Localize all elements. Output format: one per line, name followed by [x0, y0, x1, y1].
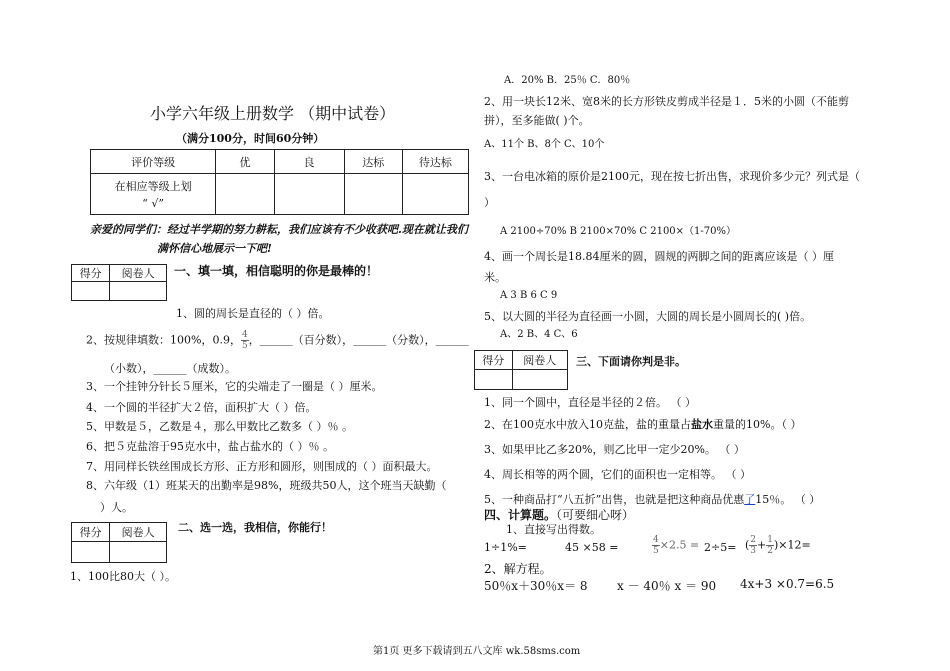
s1-q2-frac-num: 4: [241, 330, 248, 340]
s3-q5-link[interactable]: 了: [744, 493, 756, 506]
s1-q2-prefix: 2、按规律填数：100%，0.9，: [86, 333, 241, 347]
eval-header-good: 良: [274, 150, 344, 174]
s4-calc3-fraction: [652, 535, 660, 556]
s1-q8-line1: 8、六年级（1）班某天的出勤率是98%，班级共50人，这个班当天缺勤（: [86, 479, 447, 492]
s1-q2-line2: （小数），______（成数）。: [104, 362, 236, 375]
evaluation-table: [90, 149, 469, 215]
page-footer: 第1页 更多下载请到五八文库 wk.58sms.com: [373, 646, 581, 657]
s2-q3-line2: ）: [484, 196, 495, 209]
s4-calc3: [652, 535, 699, 556]
s4-calc4: 2÷5=: [704, 541, 737, 554]
s4-calc5-prefix: (: [745, 538, 750, 552]
s1-q2-fraction: [241, 330, 249, 351]
score-box-section1: [71, 264, 167, 301]
score-cell[interactable]: [475, 370, 513, 390]
s2-q4-line1: 4、画一个周长是18.84厘米的圆，圆规的两脚之间的距离应该是（ ）厘: [484, 250, 834, 263]
s3-q2-bold: 盐水: [691, 418, 713, 431]
s3-q3: 3、如果甲比乙多20%，则乙比甲一定少20%。 （ ）: [484, 443, 745, 456]
eval-row-label-line2: “ √”: [142, 197, 164, 210]
section1-title: 一、填一填，相信聪明的你是最棒的！: [174, 264, 379, 278]
eval-cell-pending[interactable]: [402, 174, 468, 215]
eval-cell-good[interactable]: [274, 174, 344, 215]
s4-calc5: [745, 535, 811, 556]
exam-subtitle: （满分100分，时间60分钟）: [176, 132, 325, 145]
s2-q3-line1: 3、一台电冰箱的原价是2100元，现在按七折出售，求现价多少元？列式是（: [484, 170, 860, 183]
s1-q7: 7、用同样长铁丝围成长方形、正方形和圆形，则围成的（ ）面积最大。: [86, 460, 438, 473]
grader-label: 阅卷人: [512, 351, 567, 370]
s2-q1: 1、100比80大（ ）。: [70, 570, 176, 583]
s4-calc2: 45 ×58 =: [565, 541, 619, 554]
greeting-line2: 满怀信心地展示一下吧!: [157, 242, 272, 255]
grader-label: 阅卷人: [110, 523, 167, 542]
s2-q3-options: A 2100÷70% B 2100×70% C 2100×（1-70%）: [500, 226, 737, 237]
eval-row-label-line1: 在相应等级上划: [114, 180, 192, 193]
s4-calc3-frac-den: 5: [653, 546, 659, 556]
s2-q2-options: A、11个 B、8个 C、10个: [484, 139, 605, 150]
s4-eq2: x － 40％ x ＝ 90: [617, 579, 717, 593]
s4-eq1: 50％x＋30％x＝ 8: [484, 579, 588, 593]
s2-q4-line2: 米。: [484, 271, 506, 284]
s1-q6: 6、把５克盐溶于95克水中，盐占盐水的（ ）％ 。: [86, 440, 334, 453]
s1-q2-frac-den: 5: [241, 341, 248, 351]
s4-calc5-suffix: )×12=: [773, 538, 811, 552]
score-cell[interactable]: [72, 282, 110, 301]
s2-q4-options: A 3 B 6 C 9: [500, 290, 558, 301]
s1-q4: 4、一个圆的半径扩大２倍，面积扩大（ ）倍。: [86, 401, 317, 414]
s3-q5-suffix: 15％。 （ ）: [755, 493, 821, 506]
s2-q1-options: A．20% B．25％ C．80％: [504, 75, 631, 86]
s3-q5: [484, 491, 820, 507]
section4-title: 四、计算题。: [484, 508, 557, 522]
s1-q8-line2: ）人。: [100, 501, 133, 514]
s4-calc5-frac1: [749, 535, 757, 556]
eval-cell-excellent[interactable]: [216, 174, 274, 215]
s1-q2-line1: [86, 330, 469, 351]
s2-q5-options: A、2 B、4 C、6: [500, 329, 578, 340]
section4-title-note: （可要细心呀）: [556, 508, 635, 522]
section2-title: 二、选一选，我相信，你能行！: [178, 521, 332, 534]
eval-header-excellent: 优: [216, 150, 274, 174]
section3-title: 三、下面请你判是非。: [576, 355, 686, 368]
s4-calc5-f2-den: 2: [767, 546, 773, 556]
s2-q2-line1: 2、用一块长12米、宽8米的长方形铁皮剪成半径是１．5米的小圆（不能剪: [484, 95, 849, 108]
s3-q2: [484, 416, 801, 432]
s3-q5-prefix: 5、一种商品打“八五折”出售，也就是把这种商品优惠: [484, 493, 745, 506]
s4-calc5-f2-num: 1: [767, 535, 773, 545]
s4-calc5-f1-num: 2: [750, 535, 757, 545]
eval-cell-pass[interactable]: [344, 174, 402, 215]
s1-q1: 1、圆的周长是直径的（ ）倍。: [176, 307, 330, 320]
s2-q2-line2: 拼），至多能做( )个。: [484, 114, 590, 127]
grader-cell[interactable]: [512, 370, 567, 390]
s4-calc5-f1-den: 3: [750, 546, 757, 556]
score-box-section3: [474, 350, 568, 390]
s4-calc3-suffix: ×2.5 =: [659, 538, 700, 552]
eval-row-label: [91, 174, 216, 215]
eval-header-level: 评价等级: [91, 150, 216, 174]
s4-calc5-plus: +: [757, 538, 767, 552]
s4-sub1: 1、直接写出得数。: [506, 523, 601, 536]
eval-header-pass: 达标: [344, 150, 402, 174]
grader-cell[interactable]: [110, 542, 167, 563]
s4-calc5-frac2: [766, 535, 774, 556]
score-cell[interactable]: [72, 542, 110, 563]
s4-calc1: 1÷1%=: [484, 541, 527, 554]
s3-q1: 1、同一个圆中，直径是半径的２倍。 （ ）: [484, 396, 696, 409]
s3-q2-suffix: 重量的10%。（ ）: [713, 418, 802, 431]
grader-cell[interactable]: [110, 282, 167, 301]
eval-header-pending: 待达标: [402, 150, 468, 174]
score-label: 得分: [72, 265, 110, 282]
grader-label: 阅卷人: [110, 265, 167, 282]
page-title: 小学六年级上册数学 （期中试卷）: [150, 104, 396, 123]
greeting-line1: 亲爱的同学们：经过半学期的努力耕耘，我们应该有不少收获吧.现在就让我们: [90, 223, 468, 236]
s1-q2-suffix: ，______（百分数），______（分数），______: [248, 333, 469, 347]
s4-sub2: 2、解方程。: [484, 562, 552, 576]
s1-q3: 3、一个挂钟分针长５厘米，它的尖端走了一圈是（ ）厘米。: [86, 380, 383, 393]
s2-q5: 5、以大圆的半径为直径画一小圆，大圆的周长是小圆周长的( )倍。: [484, 310, 812, 323]
s1-q5: 5、甲数是５，乙数是４，那么甲数比乙数多（ ）％ 。: [86, 420, 353, 433]
score-label: 得分: [475, 351, 513, 370]
s4-calc3-frac-num: 4: [653, 535, 659, 545]
s3-q4: 4、周长相等的两个圆，它们的面积也一定相等。 （ ）: [484, 468, 751, 481]
score-label: 得分: [72, 523, 110, 542]
s4-eq3: 4x+3 ×0.7=6.5: [740, 577, 835, 591]
score-box-section2: [71, 522, 167, 563]
s3-q2-prefix: 2、在100克水中放入10克盐，盐的重量占: [484, 418, 691, 431]
